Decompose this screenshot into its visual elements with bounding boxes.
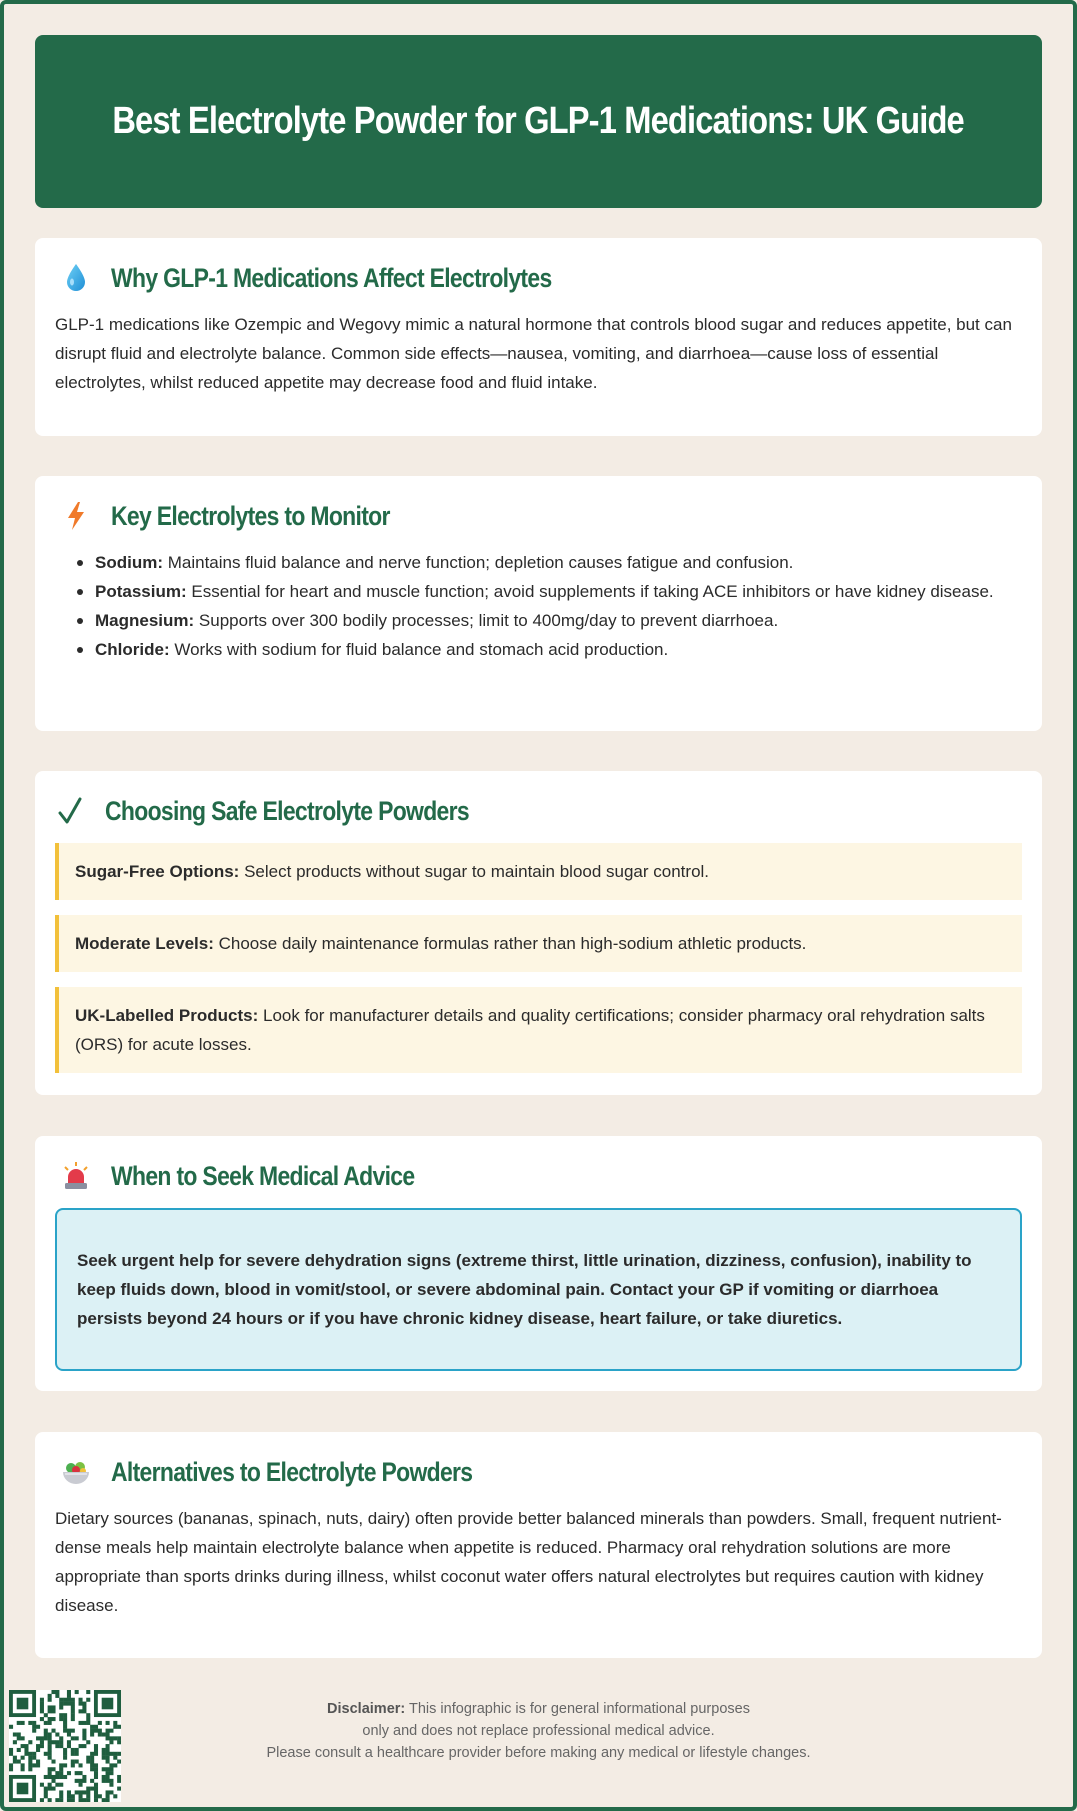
footer	[0, 1686, 1077, 1811]
section-key-electrolytes	[35, 476, 1042, 731]
section-header	[55, 260, 1022, 296]
item-label: Potassium:	[95, 582, 187, 601]
tip-note	[55, 843, 1022, 900]
section-alternatives	[35, 1432, 1042, 1658]
item-text: Works with sodium for fluid balance and stomach acid production.	[174, 640, 669, 659]
check-mark-icon	[55, 796, 85, 826]
section-header	[55, 498, 1022, 534]
section-title: When to Seek Medical Advice	[111, 1160, 415, 1191]
note-label: UK-Labelled Products:	[75, 1006, 259, 1025]
section-why	[35, 238, 1042, 436]
tip-note	[55, 915, 1022, 972]
list-item	[95, 548, 1022, 577]
item-text: Supports over 300 bodily processes; limit to 400mg/day to prevent diarrhoea.	[198, 611, 779, 630]
section-title: Choosing Safe Electrolyte Powders	[105, 795, 469, 826]
item-label: Chloride:	[95, 640, 170, 659]
water-drop-icon	[61, 263, 91, 293]
page-title: Best Electrolyte Powder for GLP-1 Medications: UK Guide	[112, 100, 965, 142]
section-choosing	[35, 771, 1042, 1095]
list-item	[95, 606, 1022, 635]
salad-bowl-icon	[61, 1457, 91, 1487]
section-title: Key Electrolytes to Monitor	[111, 500, 390, 531]
section-title: Alternatives to Electrolyte Powders	[111, 1456, 473, 1487]
section-header	[55, 1454, 1022, 1490]
note-text: Choose daily maintenance formulas rather than high-sodium athletic products.	[218, 934, 807, 953]
note-label: Sugar-Free Options:	[75, 862, 240, 881]
disclaimer-label: Disclaimer:	[327, 1701, 406, 1717]
item-label: Sodium:	[95, 553, 163, 572]
section-body: Dietary sources (bananas, spinach, nuts, dairy) often provide better balanced minerals than powders. Small, frequent nutrient-dense meals help maintain electrolyte balance when appetite is reduced. Pharmacy oral rehydration solutions are more appropriate than sports drinks during illness, whilst coconut water offers natural electrolytes but requires caution with kidney disease.	[55, 1509, 1002, 1615]
disclaimer	[180, 1698, 897, 1764]
note-label: Moderate Levels:	[75, 934, 214, 953]
list-item	[95, 577, 1022, 606]
medical-alert-box: Seek urgent help for severe dehydration signs (extreme thirst, little urination, dizziness, confusion), inability to keep fluids down, blood in vomit/stool, or severe abdominal pain. Contact your GP if vomiting or diarrhoea persists beyond 24 hours or if you have chronic kidney disease, heart failure, or take diuretics.	[55, 1208, 1022, 1371]
qr-code-icon[interactable]	[9, 1690, 121, 1802]
lightning-icon	[61, 501, 91, 531]
section-header	[55, 1158, 1022, 1194]
tip-note	[55, 987, 1022, 1073]
disclaimer-line: only and does not replace professional medical advice.	[362, 1723, 715, 1739]
section-header	[55, 793, 1022, 829]
section-title: Why GLP-1 Medications Affect Electrolytes	[111, 262, 552, 293]
disclaimer-text: This infographic is for general informational purposes	[409, 1701, 750, 1717]
item-label: Magnesium:	[95, 611, 195, 630]
item-text: Maintains fluid balance and nerve function; depletion causes fatigue and confusion.	[167, 553, 794, 572]
note-text: Look for manufacturer details and quality certifications; consider pharmacy oral rehydration salts (ORS) for acute losses.	[75, 1006, 985, 1054]
item-text: Essential for heart and muscle function; avoid supplements if taking ACE inhibitors or have kidney disease.	[191, 582, 994, 601]
section-medical-advice	[35, 1136, 1042, 1391]
page-header	[35, 35, 1042, 208]
disclaimer-line: Please consult a healthcare provider before making any medical or lifestyle changes.	[266, 1745, 811, 1761]
disclaimer-line	[180, 1698, 897, 1720]
list-item	[95, 635, 1022, 664]
note-text: Select products without sugar to maintain blood sugar control.	[244, 862, 710, 881]
section-body: GLP-1 medications like Ozempic and Wegovy mimic a natural hormone that controls blood sugar and reduces appetite, but can disrupt fluid and electrolyte balance. Common side effects—nausea, vomiting, and diarrhoea—cause loss of essential electrolytes, whilst reduced appetite may decrease food and fluid intake.	[55, 315, 1012, 392]
electrolyte-list	[55, 548, 1022, 664]
siren-icon	[61, 1161, 91, 1191]
